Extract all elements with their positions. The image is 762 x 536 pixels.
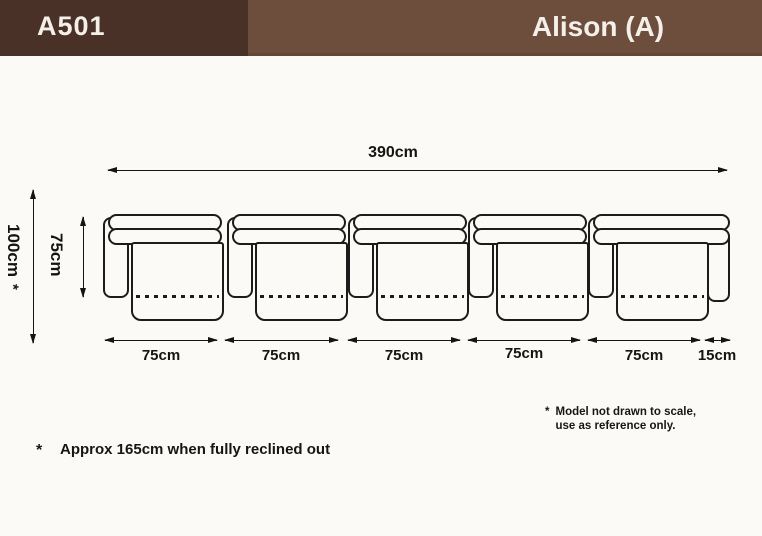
seat-width-label-2: 75cm <box>261 347 301 364</box>
sofa-seat-unit-2 <box>227 214 349 324</box>
armrest-width-arrow <box>705 340 730 341</box>
sofa-seat-unit-4 <box>468 214 590 324</box>
overall-width-label: 390cm <box>368 144 418 161</box>
sofa-seat-unit-1 <box>103 214 225 324</box>
seat-width-arrow-2 <box>225 340 338 341</box>
sofa-seat-unit-3 <box>348 214 470 324</box>
scale-note-text <box>555 405 696 433</box>
seat-footrest <box>376 242 469 321</box>
seat-width-arrow-3 <box>348 340 460 341</box>
armrest-width-label: 15cm <box>697 347 737 364</box>
scale-note-line1: Model not drawn to scale, <box>555 406 697 418</box>
overall-depth-asterisk: * <box>4 283 22 290</box>
model-code: A501 <box>37 11 106 41</box>
overall-depth-text: 100cm <box>4 224 23 277</box>
seat-width-arrow-1 <box>105 340 217 341</box>
seat-footrest <box>255 242 348 321</box>
product-name: Alison (A) <box>531 11 665 42</box>
seat-width-label-3: 75cm <box>384 347 424 364</box>
seat-width-arrow-5 <box>588 340 700 341</box>
seat-width-arrow-4 <box>468 340 580 341</box>
scale-note <box>545 405 696 433</box>
seat-width-label-1: 75cm <box>141 347 181 364</box>
recline-note: Approx 165cm when fully reclined out <box>60 441 331 458</box>
sofa-seat-unit-5 <box>588 214 710 324</box>
seat-edge-dashed-line <box>501 295 584 298</box>
scale-note-asterisk: * <box>545 406 550 418</box>
seat-depth-text: 75cm <box>47 233 66 277</box>
seat-footrest <box>496 242 589 321</box>
scale-note-line2: use as reference only. <box>555 420 676 432</box>
seat-edge-dashed-line <box>621 295 704 298</box>
seat-width-label-5: 75cm <box>624 347 664 364</box>
seat-edge-dashed-line <box>136 295 219 298</box>
seat-edge-dashed-line <box>381 295 464 298</box>
seat-edge-dashed-line <box>260 295 343 298</box>
recline-note-asterisk: * <box>36 442 43 459</box>
seat-width-label-4: 75cm <box>504 345 544 362</box>
seat-footrest <box>616 242 709 321</box>
seat-footrest <box>131 242 224 321</box>
